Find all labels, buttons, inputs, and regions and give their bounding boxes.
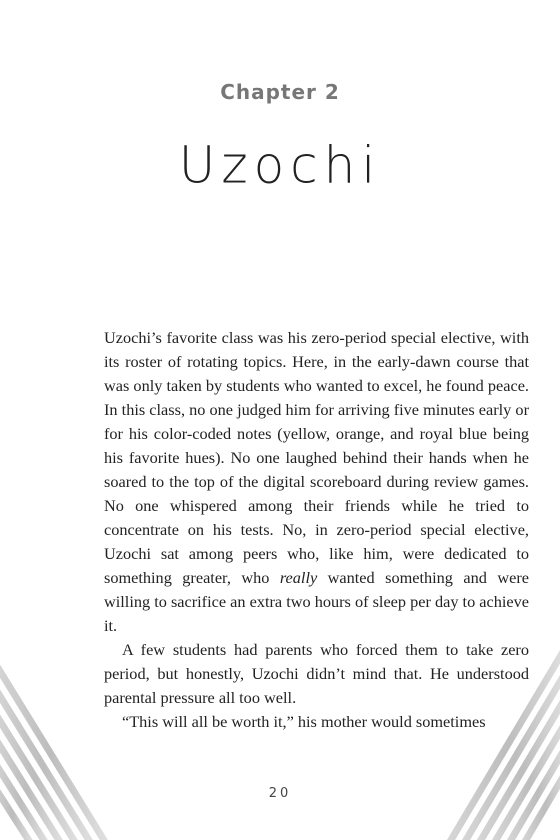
paragraph-3: “This will all be worth it,” his mother would sometimes <box>122 712 486 731</box>
paragraph-2: A few students had parents who forced them to take zero period, but honestly, Uzochi didn’t mind that. He understood parental pressure all too well. <box>104 640 529 707</box>
chapter-label: Chapter 2 <box>220 80 340 104</box>
body-text <box>104 326 529 734</box>
chapter-title: Uzochi <box>178 135 382 195</box>
paragraph-1-part-b: wanted something and were willing to sacrifice an extra two hours of sleep per day to achieve it. <box>104 568 529 635</box>
emphasis-really: really <box>279 568 318 587</box>
paragraph-1 <box>104 326 529 638</box>
paragraph-1-part-a: Uzochi’s favorite class was his zero-period special elective, with its roster of rotating topics. Here, in the early-dawn course that was only taken by students who wanted to excel, he found peace. In this class, no one judged him for arriving five minutes early or for his color-coded notes (yellow, orange, and royal blue being his favorite hues). No one laughed behind their hands when he soared to the top of the digital scoreboard during review games. No one whispered among their friends while he tried to concentrate on his tests. No, in zero-period special elective, Uzochi sat among peers who, like him, were dedicated to something greater, who <box>104 328 529 587</box>
left-stripes <box>0 655 110 840</box>
page-number: 20 <box>268 786 292 801</box>
